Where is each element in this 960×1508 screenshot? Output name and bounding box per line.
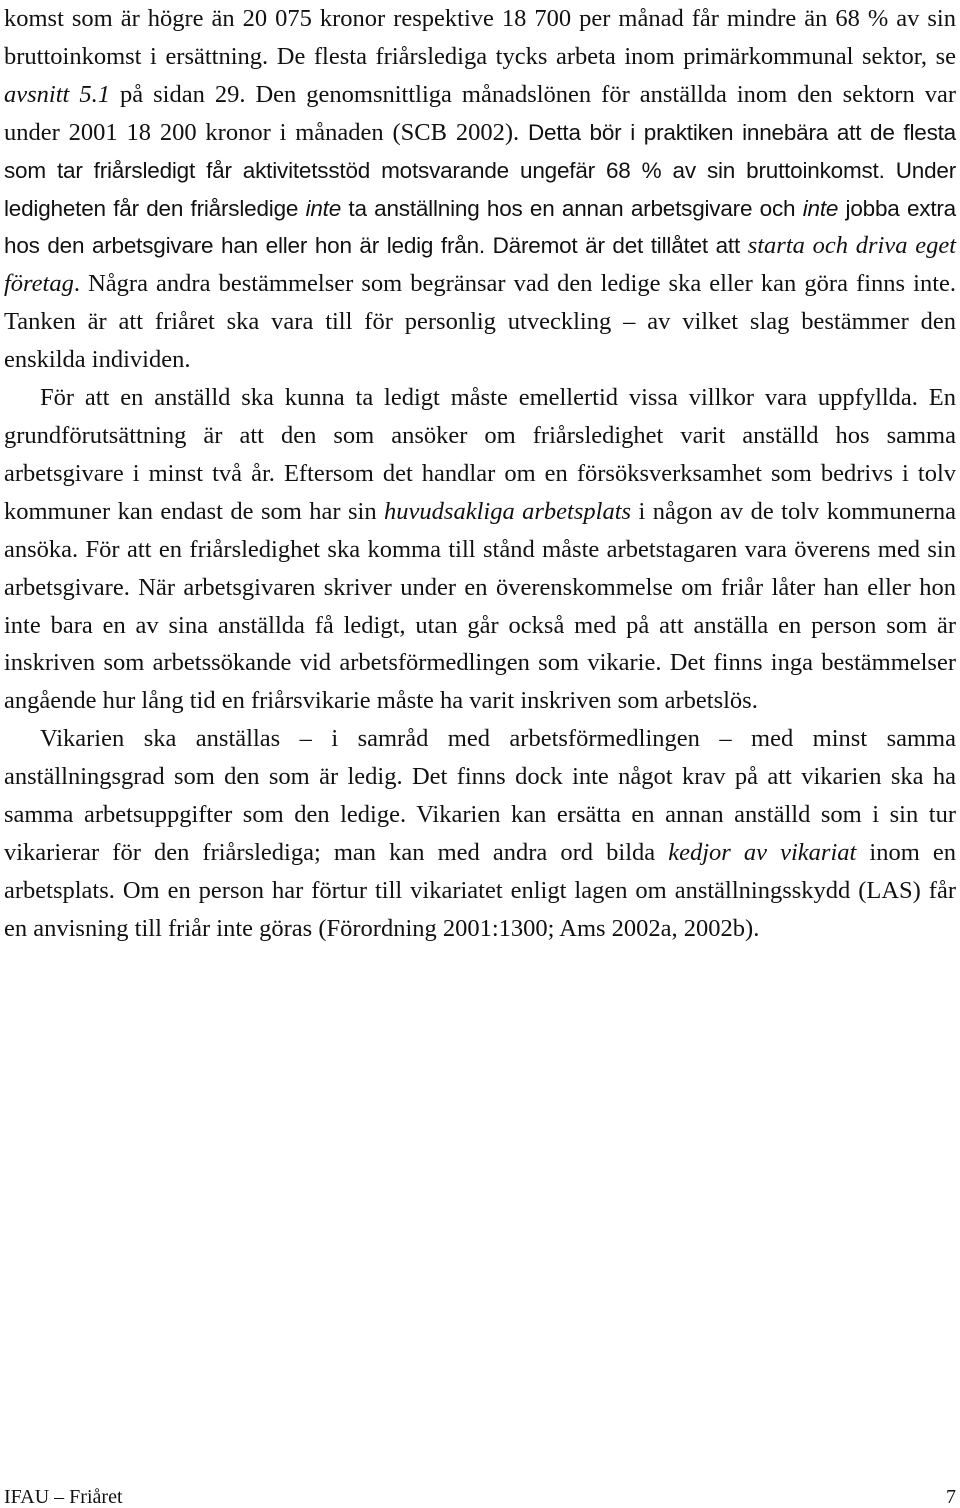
paragraph-2-text: i någon av de tolv kommunerna ansöka. För att en friårsledighet ska komma till stånd måste arbetstagaren vara överens med sin arbetsgivare. När arbetsgivaren skriver under en överenskommelse om friår låter han eller hon inte bara en av sina anställda få ledigt, utan går också med på att anställa en person som är inskriven som arbetssökande vid arbetsförmedlingen som vikarie. Det finns inga bestämmelser angående hur lång tid en friårsvikarie måste ha varit inskriven som arbetslös. bbox=[4, 497, 957, 715]
paragraph-3 bbox=[4, 720, 956, 947]
paragraph-1 bbox=[4, 0, 956, 379]
page-number: 7 bbox=[946, 1486, 956, 1508]
section-reference: avsnitt 5.1 bbox=[4, 80, 110, 108]
paragraph-2-text: För att en anställd ska kunna ta ledigt måste emellertid vissa villkor vara uppfyllda. En grundförutsättning är att den som ansöker om friårsledighet varit anställd hos samma arbetsgivare i minst två år. Eftersom det handlar om en försöksverksamhet som bedrivs i tolv kommuner kan endast de som har sin bbox=[4, 384, 956, 525]
paragraph-1-text: Några andra bestämmelser som begränsar vad den ledige ska eller kan göra finns inte. Tanken är att friåret ska vara till för personlig utveckling – av vilket slag bestämmer den enskilda individen. bbox=[4, 270, 957, 374]
paragraph-3-text: Vikarien ska anställas – i samråd med arbetsförmedlingen – med minst samma anställningsgrad som den som är ledig. Det finns dock inte något krav på att vikarien ska ha samma arbetsuppgifter som den ledige. Vikarien kan ersätta en annan anställd som i sin tur vikarierar för den friårslediga; man kan med andra ord bilda bbox=[4, 725, 956, 866]
paragraph-1-text: . bbox=[73, 270, 89, 298]
emphasis-own-business: starta och driva eget företag bbox=[4, 232, 957, 298]
paragraph-1-text: jobba extra hos den arbetsgivare han eller hon är ledig från. Däremot är det tillåtet att bbox=[4, 195, 956, 259]
paragraph-1-text: komst som är högre än 20 075 kronor respektive 18 700 per månad får mindre än 68 % av sin bruttoinkomst i ersättning. De flesta friårslediga tycks arbeta inom primärkommunal sektor, se bbox=[4, 5, 956, 70]
paragraph-1-text: Detta bör i praktiken innebära att de flesta som tar friårsledigt får aktivitetsstöd motsvarande ungefär 68 % av sin bruttoinkomst. Under ledigheten får den friårsledige bbox=[4, 119, 956, 221]
footer-title: IFAU – Friåret bbox=[4, 1486, 123, 1508]
body-text bbox=[4, 0, 956, 948]
paragraph-1-text: på sidan 29. Den genomsnittliga månadslönen för anställda inom den sektorn var under 2001 18 200 kronor i månaden (SCB 2002). bbox=[4, 80, 956, 146]
emphasis-chains: kedjor av vikariat bbox=[668, 838, 857, 866]
paragraph-2 bbox=[4, 379, 956, 720]
paragraph-1-text: ta anställning hos en annan arbetsgivare och bbox=[341, 195, 803, 221]
emphasis-inte: inte bbox=[305, 195, 342, 221]
emphasis-workplace: huvudsakliga arbetsplats bbox=[384, 497, 632, 525]
paragraph-3-text: inom en arbetsplats. Om en person har förtur till vikariatet enligt lagen om anställningsskydd (LAS) får en anvisning till friår inte göras (Förordning 2001:1300; Ams 2002a, 2002b). bbox=[4, 838, 956, 942]
emphasis-inte: inte bbox=[802, 195, 839, 221]
